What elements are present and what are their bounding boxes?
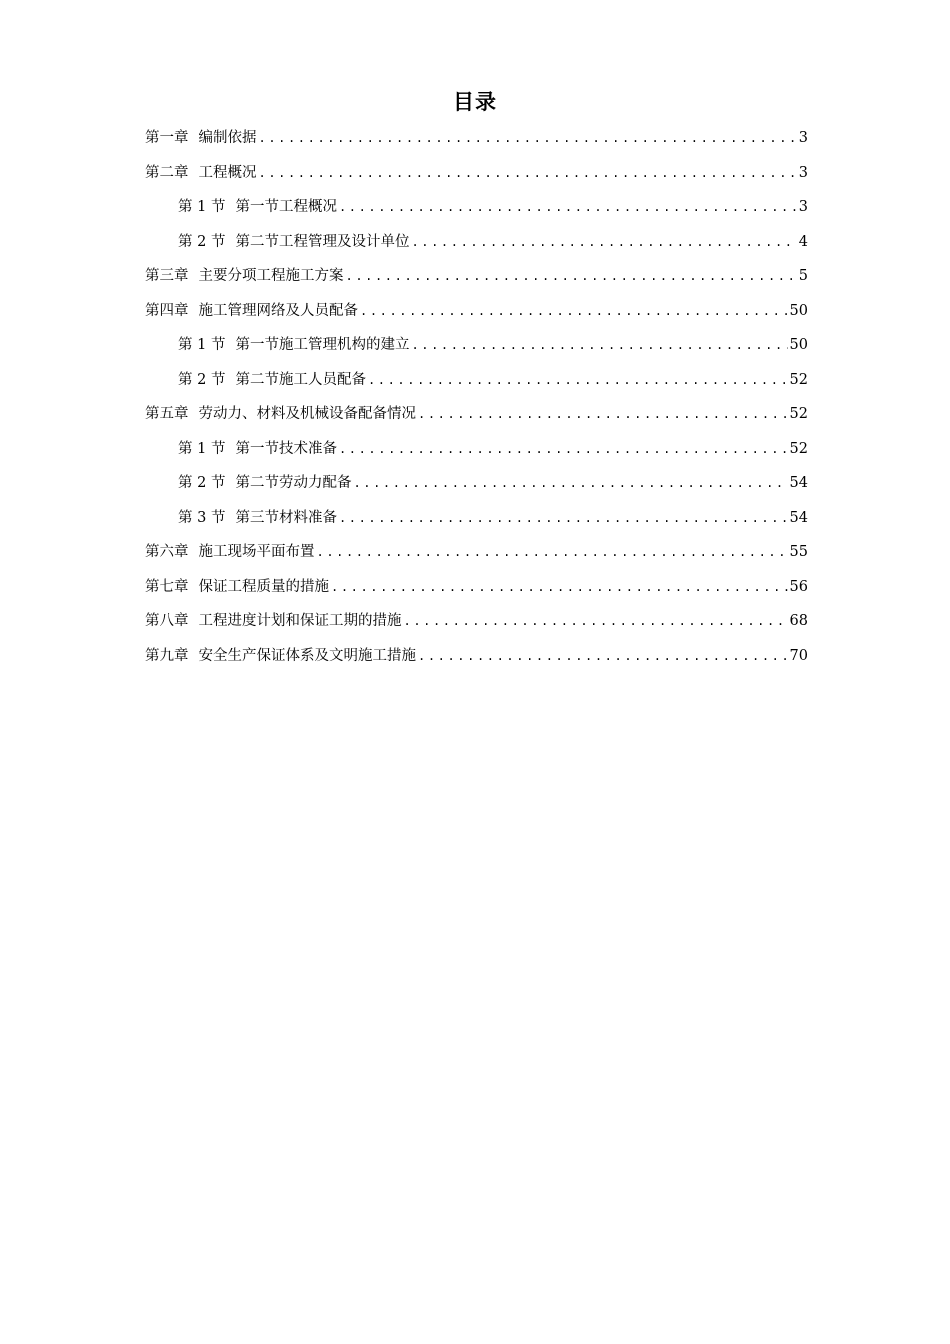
toc-entry-title: 第一节工程概况 <box>235 199 337 215</box>
toc-page-number: 54 <box>789 509 808 526</box>
toc-entry-label <box>145 124 257 152</box>
toc-entry-number: 第 2 节 <box>178 233 226 250</box>
toc-entry-label <box>145 159 257 187</box>
dot-leader <box>411 228 796 256</box>
dot-leader <box>259 159 797 187</box>
toc-entry-label <box>178 435 337 463</box>
toc-page-number: 4 <box>798 233 808 250</box>
toc-chapter-entry[interactable] <box>145 400 808 435</box>
toc-page-number: 50 <box>789 302 808 319</box>
toc-page-number: 3 <box>798 130 808 146</box>
toc-entry-number: 第 1 节 <box>178 440 226 457</box>
toc-entry-label <box>178 331 409 359</box>
dot-leader <box>360 297 788 325</box>
toc-entry-title: 第一节技术准备 <box>235 440 337 457</box>
dot-leader <box>418 642 788 670</box>
toc-chapter-entry[interactable] <box>145 262 808 297</box>
toc-entry-number: 第一章 <box>145 130 189 146</box>
dot-leader <box>404 607 788 635</box>
dot-leader <box>368 366 788 394</box>
toc-entry-number: 第五章 <box>145 406 189 422</box>
toc-entry-title: 第一节施工管理机构的建立 <box>235 337 410 353</box>
toc-entry-label <box>178 228 409 256</box>
toc-page-number: 68 <box>789 613 808 629</box>
toc-page-number: 50 <box>789 337 808 353</box>
toc-entry-number: 第三章 <box>145 268 189 284</box>
dot-leader <box>317 538 788 566</box>
toc-page-number: 3 <box>798 164 808 181</box>
toc-page-number: 56 <box>789 578 808 595</box>
toc-entry-title: 第二节劳动力配备 <box>235 475 352 491</box>
toc-chapter-entry[interactable] <box>145 607 808 642</box>
toc-entry-label <box>178 504 337 532</box>
toc-chapter-entry[interactable] <box>145 538 808 573</box>
toc-page-number: 3 <box>798 199 808 215</box>
toc-entry-number: 第六章 <box>145 544 189 560</box>
dot-leader <box>339 193 797 221</box>
toc-entry-label <box>145 538 315 566</box>
toc-entry-number: 第二章 <box>145 164 189 181</box>
toc-section-entry[interactable] <box>145 331 808 366</box>
toc-entry-title: 第二节工程管理及设计单位 <box>235 233 410 250</box>
table-of-contents <box>145 124 808 676</box>
dot-leader <box>339 435 788 463</box>
dot-leader <box>418 400 788 428</box>
toc-section-entry[interactable] <box>145 435 808 470</box>
toc-entry-number: 第 1 节 <box>178 337 226 353</box>
toc-entry-label <box>145 400 416 428</box>
toc-page-number: 52 <box>789 371 808 388</box>
toc-page-number: 70 <box>789 647 808 664</box>
dot-leader <box>331 573 788 601</box>
toc-entry-label <box>178 366 366 394</box>
toc-title: 目录 <box>453 90 497 114</box>
dot-leader <box>353 469 787 497</box>
toc-chapter-entry[interactable] <box>145 573 808 608</box>
toc-entry-label <box>178 469 351 497</box>
dot-leader <box>259 124 797 152</box>
toc-entry-title: 工程进度计划和保证工期的措施 <box>198 613 402 629</box>
toc-entry-title: 保证工程质量的措施 <box>198 578 329 595</box>
toc-entry-label <box>178 193 337 221</box>
toc-entry-number: 第七章 <box>145 578 189 595</box>
toc-entry-title: 第三节材料准备 <box>235 509 337 526</box>
toc-section-entry[interactable] <box>145 366 808 401</box>
dot-leader <box>411 331 787 359</box>
dot-leader <box>346 262 797 290</box>
toc-entry-number: 第 2 节 <box>178 475 226 491</box>
toc-section-entry[interactable] <box>145 193 808 228</box>
toc-entry-number: 第八章 <box>145 613 189 629</box>
toc-entry-number: 第九章 <box>145 647 189 664</box>
toc-entry-number: 第四章 <box>145 302 189 319</box>
toc-section-entry[interactable] <box>145 228 808 263</box>
toc-page-number: 55 <box>789 544 808 560</box>
toc-page-number: 5 <box>798 268 808 284</box>
toc-entry-label <box>145 297 358 325</box>
toc-page-number: 54 <box>789 475 808 491</box>
toc-entry-label <box>145 607 402 635</box>
toc-entry-title: 工程概况 <box>198 164 257 181</box>
toc-chapter-entry[interactable] <box>145 159 808 194</box>
toc-page-number: 52 <box>789 440 808 457</box>
toc-section-entry[interactable] <box>145 504 808 539</box>
dot-leader <box>339 504 788 532</box>
toc-entry-title: 主要分项工程施工方案 <box>198 268 344 284</box>
toc-chapter-entry[interactable] <box>145 124 808 159</box>
toc-entry-number: 第 1 节 <box>178 199 226 215</box>
toc-entry-title: 第二节施工人员配备 <box>235 371 366 388</box>
toc-entry-label <box>145 642 416 670</box>
toc-entry-label <box>145 573 329 601</box>
toc-entry-number: 第 3 节 <box>178 509 226 526</box>
toc-section-entry[interactable] <box>145 469 808 504</box>
toc-entry-number: 第 2 节 <box>178 371 226 388</box>
toc-entry-title: 安全生产保证体系及文明施工措施 <box>198 647 416 664</box>
toc-entry-title: 编制依据 <box>198 130 257 146</box>
toc-page-number: 52 <box>789 406 808 422</box>
toc-entry-title: 劳动力、材料及机械设备配备情况 <box>198 406 416 422</box>
toc-entry-title: 施工现场平面布置 <box>198 544 315 560</box>
toc-chapter-entry[interactable] <box>145 642 808 677</box>
toc-entry-title: 施工管理网络及人员配备 <box>198 302 358 319</box>
toc-entry-label <box>145 262 344 290</box>
toc-chapter-entry[interactable] <box>145 297 808 332</box>
